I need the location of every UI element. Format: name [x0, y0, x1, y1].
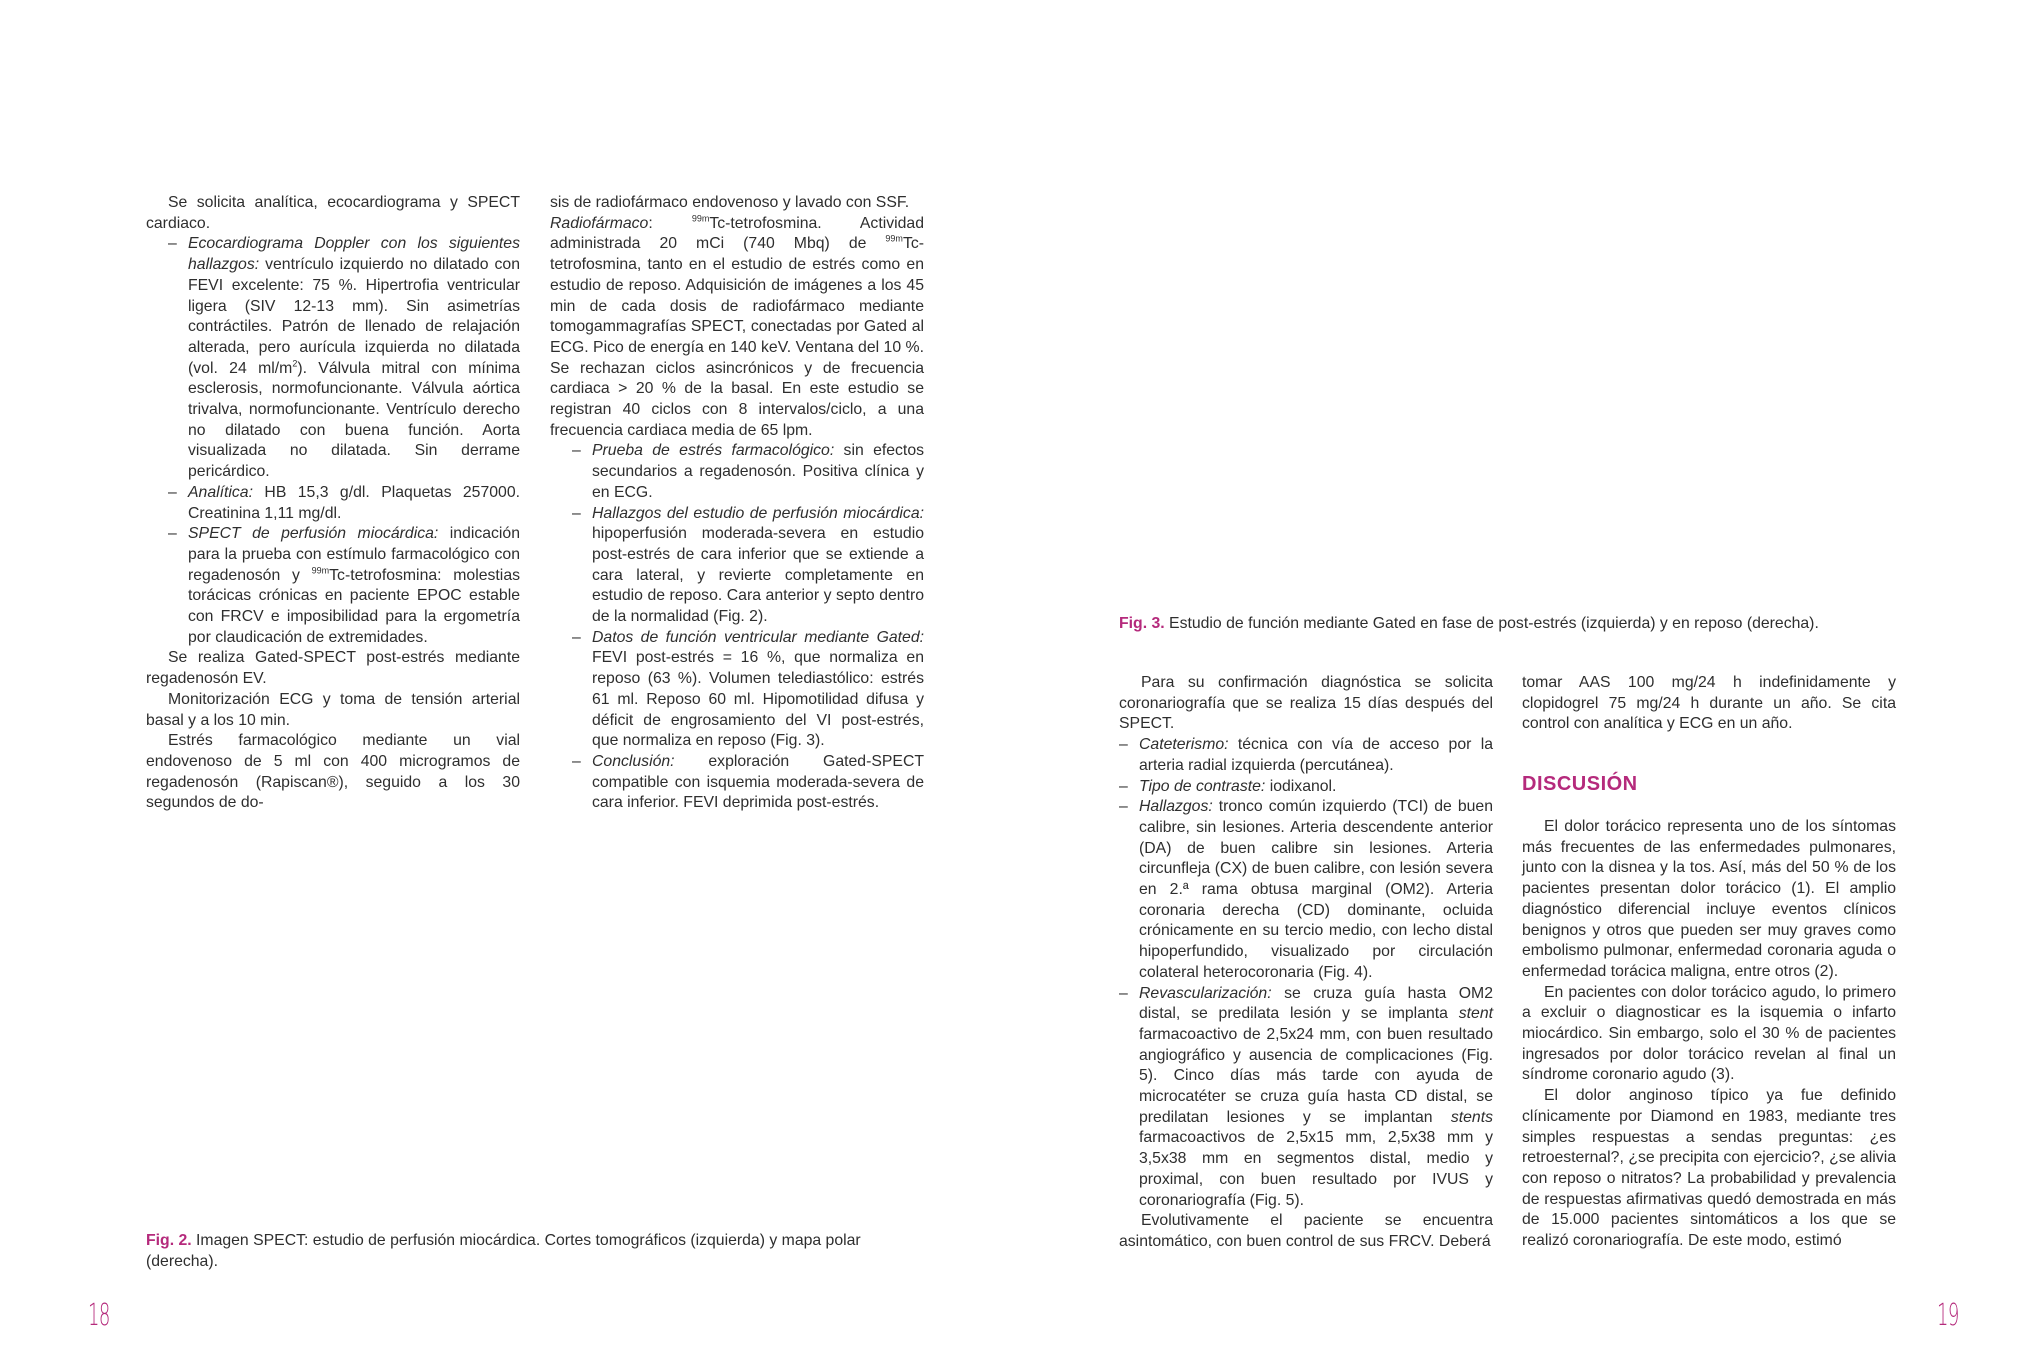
paragraph: El dolor anginoso típico ya fue definido clínicamente por Diamond en 1983, mediante tres simples respuestas a sendas preguntas: ¿es retroesternal?, ¿se precipita con ejercicio?, ¿se alivia con reposo o nitratos? La probabilidad y prevalencia de respuestas afirmativas quedó demostrada en más de 15.000 pacientes sintomáticos a los que se realizó coronariografía. De este modo, estimó	[1522, 1087, 1896, 1250]
list-item: – Cateterismo: técnica con vía de acceso por la arteria radial izquierda (percutánea).	[1119, 736, 1493, 774]
figure-2-caption: Fig. 2. Imagen SPECT: estudio de perfusión miocárdica. Cortes tomográficos (izquierda) y mapa polar (derecha).	[146, 1232, 861, 1270]
section-heading-discusion: DISCUSIÓN	[1522, 773, 1638, 795]
list-item: – Datos de función ventricular mediante Gated: FEVI post-estrés = 16 %, que normaliza en reposo (63 %). Volumen telediastólico: estrés 61 ml. Reposo 60 ml. Hipomotilidad difusa y déficit de engrosamiento del VI post-estrés, que normaliza en reposo (Fig. 3).	[572, 628, 924, 750]
left-column-1	[146, 193, 520, 814]
paragraph: tomar AAS 100 mg/24 h indefinidamente y clopidogrel 75 mg/24 h durante un año. Se cita control con analítica y ECG en un año.	[1522, 674, 1896, 733]
results-list	[550, 441, 924, 814]
paragraph: Para su confirmación diagnóstica se solicita coronariografía que se realiza 15 días después del SPECT.	[1119, 674, 1493, 733]
paragraph: Se realiza Gated-SPECT post-estrés mediante regadenosón EV.	[146, 649, 520, 688]
list-item: – Conclusión: exploración Gated-SPECT compatible con isquemia moderada-severa de cara inferior. FEVI deprimida post-estrés.	[572, 752, 924, 812]
paragraph: El dolor torácico representa uno de los síntomas más frecuentes de las enfermedades pulmonares, junto con la disnea y la tos. Así, más del 50 % de los pacientes presentan dolor torácico (1). El amplio diagnóstico diferencial incluye eventos clínicos benignos y otros que pueden ser muy graves como embolismo pulmonar, enfermedad coronaria aguda o enfermedad torácica maligna, entre otros (2).	[1522, 818, 1896, 980]
paragraph: Estrés farmacológico mediante un vial endovenoso de 5 ml con 400 microgramos de regadenosón (Rapiscan®), seguido a los 30 segundos de do-	[146, 732, 520, 812]
paragraph: Evolutivamente el paciente se encuentra asintomático, con buen control de sus FRCV. Deberá	[1119, 1212, 1493, 1250]
right-column-2	[1522, 673, 1896, 735]
list-item: – Revascularización: se cruza guía hasta OM2 distal, se predilata lesión y se implanta stent farmacoactivo de 2,5x24 mm, con buen resultado angiográfico y ausencia de complicaciones (Fig. 5). Cinco días más tarde con ayuda de microcatéter se cruza guía hasta CD distal, se predilatan lesiones y se implantan stents farmacoactivos de 2,5x15 mm, 2,5x38 mm y 3,5x38 mm en segmentos distal, medio y proximal, con buen resultado por IVUS y coronariografía (Fig. 5).	[1119, 984, 1493, 1209]
list-item: – Ecocardiograma Doppler con los siguientes hallazgos: ventrículo izquierdo no dilatado con FEVI excelente: 75 %. Hipertrofia ventricular ligera (SIV 12-13 mm). Sin asimetrías contráctiles. Patrón de llenado de relajación alterada, pero aurícula izquierda no dilatada (vol. 24 $ml/m^2$). Válvula mitral con mínima esclerosis, normofuncionante. Válvula aórtica trivalva, normofuncionante. Ventrículo derecho no dilatado con buena función. Aorta visualizada no dilatada. Sin derrame pericárdico.	[168, 235, 520, 481]
right-column-1	[1119, 673, 1493, 1253]
page-number-left: 18	[88, 1298, 110, 1333]
list-item: – Tipo de contraste: iodixanol.	[1119, 777, 1337, 795]
list-item: – Hallazgos: tronco común izquierdo (TCI) de buen calibre, sin lesiones. Arteria descendente anterior (DA) de buen calibre sin lesiones. Arteria circunfleja (CX) de buen calibre, con lesión severa en 2.ª rama obtusa marginal (OM2). Arteria coronaria derecha (CD) dominante, ocluida crónicamente en su tercio medio, con lecho distal hipoperfundido, visualizado por circulación colateral heterocoronaria (Fig. 4).	[1119, 798, 1493, 981]
paragraph: Se solicita analítica, ecocardiograma y SPECT cardiaco.	[146, 194, 520, 232]
list-item: – SPECT de perfusión miocárdica: indicación para la prueba con estímulo farmacológico con regadenosón y $^{99m}$Tc-tetrofosmina: molestias torácicas crónicas en paciente EPOC estable con FRCV e imposibilidad para la ergometría por claudicación de extremidades.	[168, 525, 520, 646]
list-item: – Analítica: HB 15,3 g/dl. Plaquetas 257000. Creatinina 1,11 mg/dl.	[168, 483, 520, 522]
list-item: – Hallazgos del estudio de perfusión miocárdica: hipoperfusión moderada-severa en estudio post-estrés de cara inferior que se extiende a cara lateral, y revierte completamente en estudio de reposo. Cara anterior y septo dentro de la normalidad (Fig. 2).	[572, 504, 924, 626]
paragraph: En pacientes con dolor torácico agudo, lo primero a excluir o diagnosticar es la isquemia o infarto miocárdico. Sin embargo, solo el 30 % de pacientes ingresados por dolor torácico revelan al final un síndrome coronario agudo (3).	[1522, 983, 1896, 1084]
paragraph: Radiofármaco: $^{99m}$Tc-tetrofosmina. Actividad administrada 20 mCi (740 Mbq) de $^{99m}$Tc-tetrofosmina, tanto en el estudio de estrés como en estudio de reposo. Adquisición de imágenes a los 45 min de cada dosis de radiofármaco mediante tomogammagrafías SPECT, conectadas por Gated al ECG. Pico de energía en 140 keV. Ventana del 10 %. Se rechazan ciclos asincrónicos y de frecuencia cardiaca > 20 % de la basal. En este estudio se registran 40 ciclos con 8 intervalos/ciclo, a una frecuencia cardiaca media de 65 lpm.	[550, 213, 924, 439]
figure-3-caption: Fig. 3. Estudio de función mediante Gated en fase de post-estrés (izquierda) y en reposo (derecha).	[1119, 615, 1819, 632]
findings-list	[146, 234, 520, 648]
discussion-body	[1522, 817, 1896, 1252]
paragraph: sis de radiofármaco endovenoso y lavado con SSF.	[550, 194, 910, 211]
page-number-right: 19	[1937, 1298, 1959, 1333]
list-item: – Prueba de estrés farmacológico: sin efectos secundarios a regadenosón. Positiva clínica y en ECG.	[572, 442, 925, 501]
left-column-2	[550, 193, 924, 814]
catheterization-list	[1119, 735, 1493, 1211]
paragraph: Monitorización ECG y toma de tensión arterial basal y a los 10 min.	[146, 690, 520, 729]
